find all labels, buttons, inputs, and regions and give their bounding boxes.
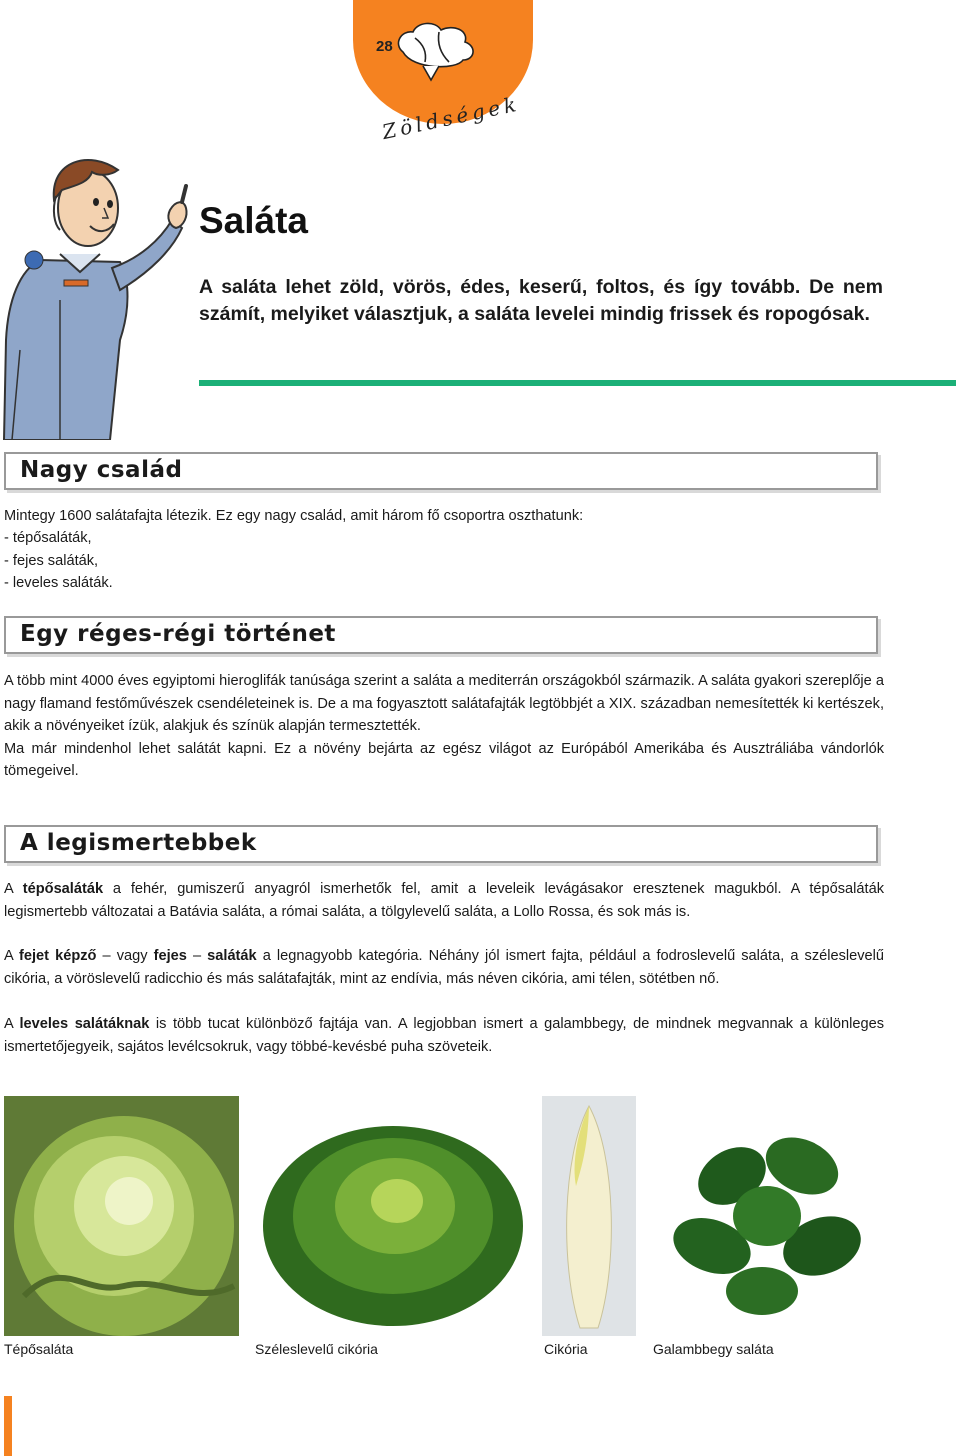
family-text [4, 505, 884, 594]
history-text [4, 670, 884, 783]
paragraph: A leveles salátáknak is több tucat különböző fajtája van. A legjobban ismert a galambbegy, de mindnek megvannak a különleges ismertetőjegyeik, sajátos levélcsokruk, vagy többé-kevésbé puha szöveteik. [4, 1016, 885, 1055]
section-heading: Egy réges-régi történet [20, 621, 336, 647]
section-heading-box [4, 616, 878, 654]
paragraph: A fejet képző – vagy fejes – saláták a legnagyobb kategória. Néhány jól ismert fajta, például a fodroslevelű saláta, a széleslevelű cikória, a vöröslevelű radicchio és más salátafajták, mint az endívia, más néven cikória, ami télen, sötétben nő. [4, 948, 885, 987]
photo-curly-endive [255, 1096, 530, 1336]
paragraph: Ma már mindenhol lehet salátát kapni. Ez a növény bejárta az egész világot az Európából Amerikába és Ausztráliába vándorlók tömegeivel. [4, 740, 884, 779]
list-item: - tépősaláták, [4, 530, 92, 547]
list-item: - fejes saláták, [4, 552, 99, 569]
photo-butterhead-lettuce [4, 1096, 239, 1336]
page-title: Saláta [199, 200, 309, 241]
photo-caption: Cikória [544, 1341, 588, 1357]
section-heading-box [4, 825, 878, 863]
section-heading-box [4, 452, 878, 490]
photo-caption: Galambbegy saláta [653, 1341, 774, 1357]
intro-paragraph: A saláta lehet zöld, vörös, édes, keserű, foltos, és így tovább. De nem számít, melyiket választjuk, a saláta levelei mindig frissek és ropogósak. [199, 276, 883, 325]
paragraph: A tépősaláták a fehér, gumiszerű anyagról ismerhetők fel, amit a leveleik levágásakor eresztenek magukból. A tépősaláták legismertebb változatai a Batávia saláta, a római saláta, a tölgylevelű saláta, a Lollo Rossa, és sok más is. [4, 881, 884, 920]
photo-lambs-lettuce [652, 1096, 882, 1336]
page-number: 28 [376, 38, 393, 55]
photo-caption: Tépősaláta [4, 1341, 74, 1357]
section-heading: Nagy család [20, 457, 183, 483]
photo-chicory [542, 1096, 636, 1336]
accent-bar [4, 1396, 12, 1456]
mascot-illustration [0, 150, 200, 440]
text-line: Mintegy 1600 salátafajta létezik. Ez egy nagy család, amit három fő csoportra oszthatunk: [4, 508, 584, 524]
divider-rule [199, 380, 956, 386]
known-text [4, 1013, 884, 1058]
section-heading: A legismertebbek [20, 830, 257, 856]
section-label: Zöldségek [380, 91, 522, 144]
known-text [4, 945, 884, 990]
paragraph: A több mint 4000 éves egyiptomi hieroglifák tanúsága szerint a saláta a mediterrán országokból származik. A saláta gyakori szereplője a nagy flamand festőművészek csendéleteinek is. De a ma fogyasztott salátafajták legtöbbjét a XIX. században nemesítették ki kertészek, akik a növényeiket ízük, alakjuk és színük alapján termesztették. [4, 673, 884, 734]
known-text [4, 878, 884, 923]
list-item: - leveles saláták. [4, 574, 113, 591]
photo-caption: Széleslevelű cikória [255, 1341, 378, 1357]
